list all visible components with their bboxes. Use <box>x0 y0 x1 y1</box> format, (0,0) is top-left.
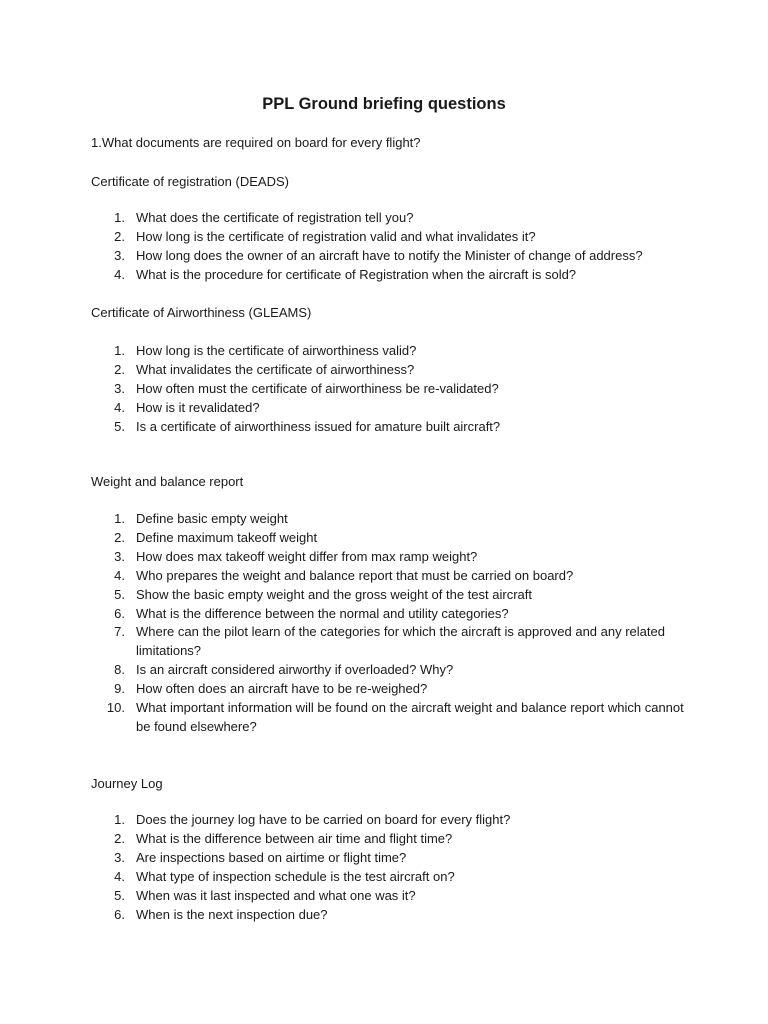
list-item <box>91 605 691 624</box>
list-item <box>91 342 691 361</box>
item-text: How long is the certificate of registration valid and what invalidates it? <box>136 228 536 244</box>
item-text: How often must the certificate of airworthiness be re-validated? <box>136 380 499 396</box>
item-number: 3. <box>114 849 125 865</box>
item-text: Show the basic empty weight and the gross weight of the test aircraft <box>136 586 532 602</box>
list-item <box>91 887 691 906</box>
item-number: 10. <box>106 700 125 716</box>
list-item <box>91 623 691 661</box>
item-number: 4. <box>114 868 125 884</box>
item-text: Does the journey log have to be carried on board for every flight? <box>136 812 511 827</box>
item-text: Is an aircraft considered airworthy if overloaded? Why? <box>136 662 454 678</box>
list-item <box>91 418 691 437</box>
list-item <box>91 209 691 228</box>
list-item <box>91 699 691 737</box>
item-number: 1. <box>114 812 125 827</box>
item-number: 4. <box>114 266 125 282</box>
list-item <box>91 510 691 529</box>
item-text: Where can the pilot learn of the categories for which the aircraft is approved and any related limitations? <box>136 624 665 659</box>
list-item <box>91 399 691 418</box>
item-number: 3. <box>114 380 125 396</box>
item-number: 1. <box>114 343 125 358</box>
item-text: When is the next inspection due? <box>136 906 328 922</box>
item-number: 6. <box>114 906 125 922</box>
item-number: 1. <box>114 210 125 225</box>
item-number: 7. <box>114 624 125 640</box>
item-text: How long is the certificate of airworthiness valid? <box>136 343 417 358</box>
item-text: Is a certificate of airworthiness issued for amature built aircraft? <box>136 418 501 434</box>
item-text: What type of inspection schedule is the test aircraft on? <box>136 868 455 884</box>
item-number: 8. <box>114 662 125 678</box>
item-number: 5. <box>114 418 125 434</box>
section-heading-journey-log: Journey Log <box>91 776 163 791</box>
item-number: 2. <box>114 830 125 846</box>
item-text: How is it revalidated? <box>136 399 260 415</box>
item-text: How does max takeoff weight differ from max ramp weight? <box>136 548 478 564</box>
question-list-registration <box>91 209 691 285</box>
item-number: 4. <box>114 399 125 415</box>
item-text: What is the difference between air time and flight time? <box>136 830 453 846</box>
item-number: 5. <box>114 586 125 602</box>
list-item <box>91 380 691 399</box>
section-heading-registration: Certificate of registration (DEADS) <box>91 174 289 189</box>
question-list-weight-balance <box>91 510 691 737</box>
list-item <box>91 548 691 567</box>
item-text: How often does an aircraft have to be re-weighed? <box>136 681 428 697</box>
item-text: Are inspections based on airtime or flight time? <box>136 849 407 865</box>
list-item <box>91 567 691 586</box>
item-number: 1. <box>114 511 125 526</box>
item-number: 4. <box>114 567 125 583</box>
item-text: What invalidates the certificate of airworthiness? <box>136 361 415 377</box>
list-item <box>91 247 691 266</box>
question-list-journey-log <box>91 811 691 924</box>
list-item <box>91 830 691 849</box>
item-text: Define maximum takeoff weight <box>136 529 318 545</box>
item-text: How long does the owner of an aircraft have to notify the Minister of change of address? <box>136 247 643 263</box>
list-item <box>91 266 691 285</box>
item-number: 2. <box>114 228 125 244</box>
question-list-airworthiness <box>91 342 691 437</box>
item-text: Who prepares the weight and balance report that must be carried on board? <box>136 567 574 583</box>
item-text: What is the difference between the normal and utility categories? <box>136 605 509 621</box>
list-item <box>91 228 691 247</box>
list-item <box>91 849 691 868</box>
section-heading-airworthiness: Certificate of Airworthiness (GLEAMS) <box>91 305 312 320</box>
item-number: 3. <box>114 548 125 564</box>
item-text: Define basic empty weight <box>136 511 288 526</box>
section-heading-weight-balance: Weight and balance report <box>91 474 244 489</box>
list-item <box>91 661 691 680</box>
item-number: 2. <box>114 529 125 545</box>
list-item <box>91 811 691 830</box>
list-item <box>91 529 691 548</box>
item-text: What does the certificate of registration tell you? <box>136 210 414 225</box>
item-number: 6. <box>114 605 125 621</box>
item-number: 3. <box>114 247 125 263</box>
item-text: What important information will be found on the aircraft weight and balance report which cannot be found elsewhere? <box>136 700 684 734</box>
item-text: What is the procedure for certificate of Registration when the aircraft is sold? <box>136 266 577 282</box>
item-number: 5. <box>114 887 125 903</box>
page-title: PPL Ground briefing questions <box>262 95 506 113</box>
list-item <box>91 680 691 699</box>
item-text: When was it last inspected and what one was it? <box>136 887 416 903</box>
list-item <box>91 906 691 925</box>
intro-question: 1.What documents are required on board for every flight? <box>91 135 421 150</box>
item-number: 2. <box>114 361 125 377</box>
item-number: 9. <box>114 681 125 697</box>
list-item <box>91 868 691 887</box>
list-item <box>91 361 691 380</box>
list-item <box>91 586 691 605</box>
